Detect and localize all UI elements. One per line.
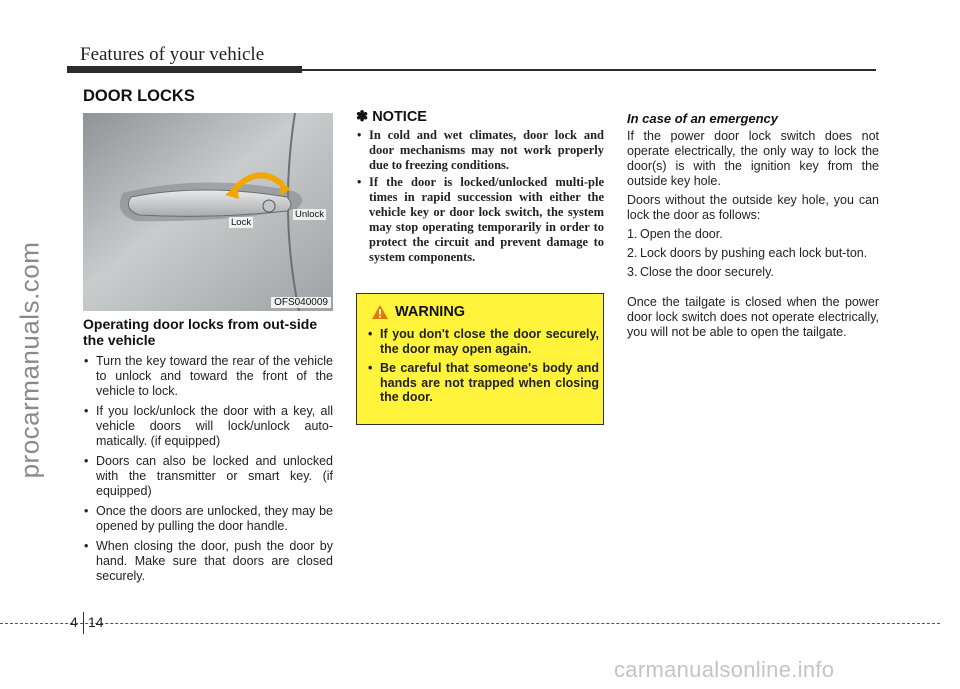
bullet-text: If the door is locked/unlocked multi-ple times in rapid succession with either the vehicle key or door lock switch, the system may stop operating temporarily in order to protect the circuit and prevent damage to system components.	[369, 175, 604, 264]
bullet-dot: •	[84, 404, 89, 418]
bottom-watermark: carmanualsonline.info	[614, 657, 835, 682]
bullet-dot: •	[357, 128, 362, 142]
header-title: Features of your vehicle	[80, 44, 265, 65]
bullet-text: Once the doors are unlocked, they may be opened by pulling the door handle.	[96, 504, 333, 533]
list-item	[83, 454, 333, 499]
list-item	[83, 539, 333, 584]
header-rule-dark	[67, 66, 302, 73]
emergency-section	[627, 111, 879, 344]
list-item	[627, 246, 879, 261]
step-number: 1.	[627, 227, 638, 241]
chapter-number: 4	[70, 614, 78, 630]
bullet-dot: •	[84, 454, 89, 468]
notice-symbol-icon: ✽	[356, 109, 369, 125]
emergency-steps	[627, 227, 879, 280]
step-text: Lock doors by pushing each lock but-ton.	[640, 246, 868, 260]
bullet-dot: •	[84, 504, 89, 518]
emergency-paragraph-2: Doors without the outside key hole, you can lock the door as follows:	[627, 193, 879, 222]
list-item	[367, 327, 599, 356]
bullet-text: If you don't close the door securely, the door may open again.	[380, 327, 599, 356]
bullet-text: When closing the door, push the door by hand. Make sure that doors are closed securely.	[96, 539, 333, 583]
section-title: DOOR LOCKS	[83, 87, 195, 105]
step-number: 3.	[627, 265, 638, 279]
emergency-title: In case of an emergency	[627, 111, 779, 126]
list-item	[627, 227, 879, 242]
outside-operation-title: Operating door locks from out-side the vehicle	[83, 316, 318, 348]
bullet-text: If you lock/unlock the door with a key, all vehicle doors will lock/unlock auto-matically. (if equipped)	[96, 404, 333, 448]
notice-title-text: NOTICE	[372, 109, 427, 125]
step-text: Open the door.	[640, 227, 723, 241]
bullet-text: Be careful that someone's body and hands are not trapped when closing the door.	[380, 361, 599, 404]
warning-box	[356, 293, 604, 425]
notice-section	[356, 110, 604, 267]
footer-divider	[83, 612, 84, 634]
footer-rule	[0, 623, 940, 624]
outside-operation-section	[83, 316, 333, 589]
list-item	[356, 175, 604, 265]
unlock-label: Unlock	[295, 209, 325, 220]
emergency-paragraph-1: If the power door lock switch does not operate electrically, the only way to lock the door(s) is with the ignition key from the outside key hole.	[627, 129, 879, 188]
bullet-dot: •	[368, 327, 373, 341]
bullet-dot: •	[84, 354, 89, 368]
page-number: 14	[88, 614, 104, 630]
step-text: Close the door securely.	[640, 265, 774, 279]
list-item	[83, 404, 333, 449]
warning-triangle-icon	[371, 304, 389, 320]
bullet-dot: •	[84, 539, 89, 553]
step-number: 2.	[627, 246, 638, 260]
bullet-text: In cold and wet climates, door lock and door mechanisms may not work properly due to freezing conditions.	[369, 128, 604, 172]
bullet-text: Doors can also be locked and unlocked with the transmitter or smart key. (if equipped)	[96, 454, 333, 498]
emergency-paragraph-3: Once the tailgate is closed when the power door lock switch does not operate electrically, you will not be able to open the tailgate.	[627, 295, 879, 339]
header-rule	[302, 69, 876, 71]
notice-bullet-list	[356, 128, 604, 265]
list-item	[83, 354, 333, 399]
warning-header	[371, 304, 465, 320]
outside-bullet-list	[83, 354, 333, 584]
list-item	[627, 265, 879, 280]
list-item	[367, 361, 599, 405]
list-item	[83, 504, 333, 534]
figure-code: OFS040009	[271, 297, 331, 308]
bullet-dot: •	[368, 361, 373, 375]
warning-title: WARNING	[395, 304, 466, 320]
notice-title	[356, 110, 604, 125]
bullet-dot: •	[357, 175, 362, 189]
bullet-text: Turn the key toward the rear of the vehicle to unlock and toward the front of the vehicle to lock.	[96, 354, 333, 398]
door-handle-figure	[83, 113, 333, 311]
list-item	[356, 128, 604, 173]
lock-label: Lock	[231, 217, 252, 228]
warning-bullet-list	[367, 327, 599, 410]
side-watermark-text: procarmanuals.com	[14, 241, 45, 479]
